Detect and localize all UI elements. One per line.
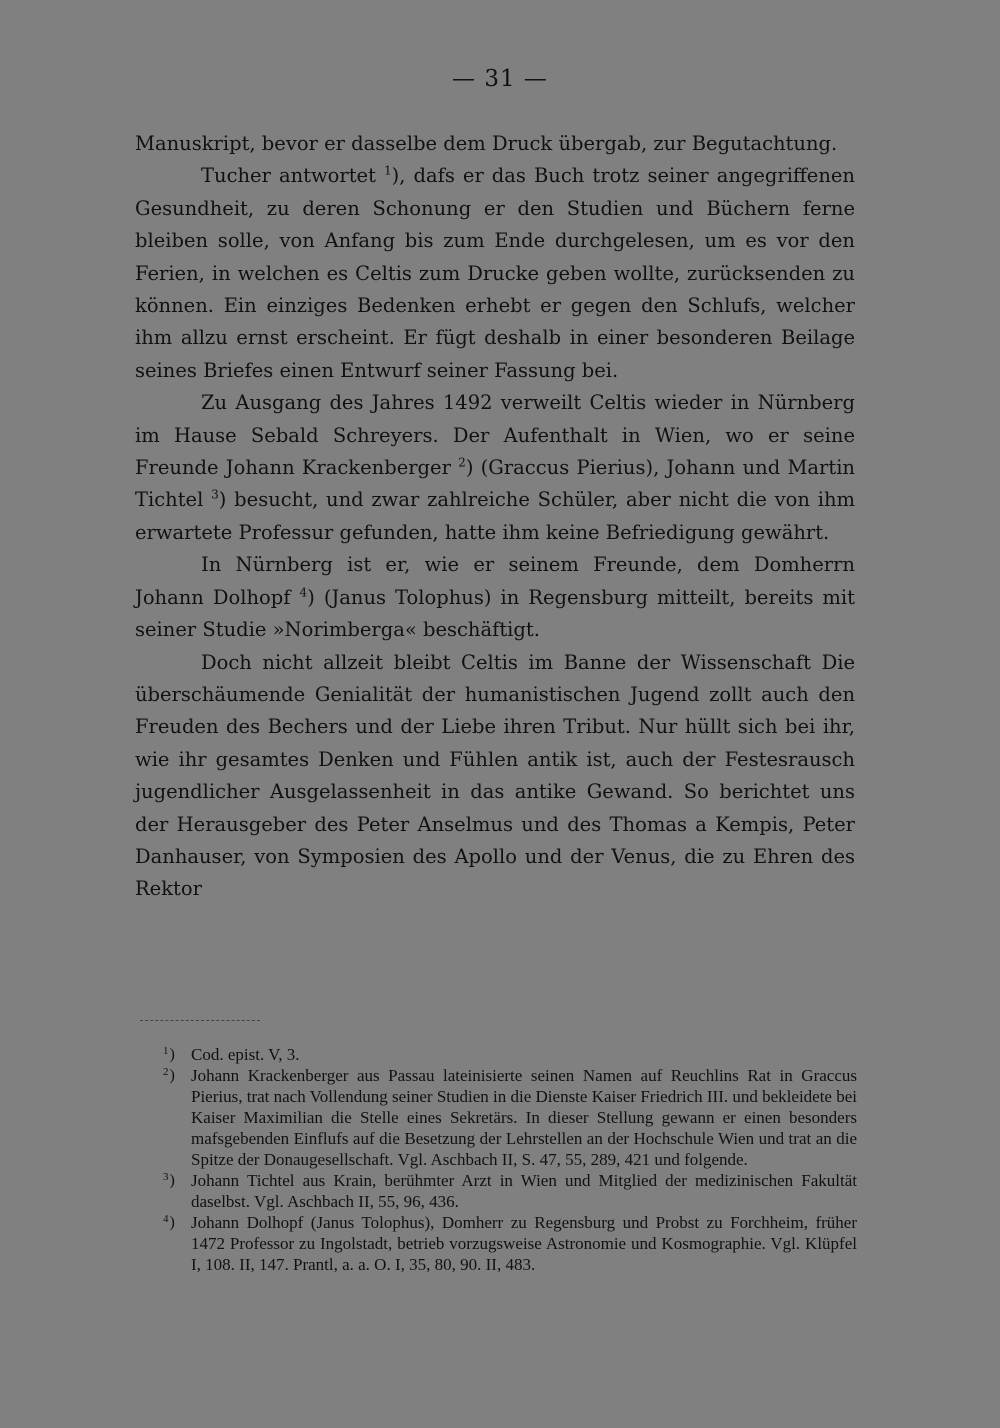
paragraph-text: ) (Graccus Pierius), Johann und Martin Tichtel — [135, 456, 855, 512]
paragraph-text: ), dafs er das Buch trotz seiner angegriffenen Gesundheit, zu deren Schonung er den Studien und Büchern ferne bleiben solle, von Anfang bis zum Ende durchgelesen, um es vor den Ferien, in welchen es Celtis zum Drucke geben wollte, zurücksenden zu können. Ein einziges Bedenken erhebt er gegen den Schlufs, welcher ihm allzu ernst erscheint. Er fügt deshalb in einer besonderen Beilage seines Briefes einen Entwurf seiner Fassung bei. — [135, 164, 855, 382]
page-number: — 31 — — [452, 66, 548, 92]
paragraph-text: Manuskript, bevor er dasselbe dem Druck übergab, zur Begutachtung. — [135, 132, 838, 155]
paragraph — [135, 549, 855, 646]
paragraph — [135, 647, 855, 906]
footnote-reference: 2 — [458, 455, 466, 470]
paragraph — [135, 128, 855, 160]
paragraph — [135, 387, 855, 549]
footnotes — [163, 1044, 857, 1275]
paragraph — [135, 160, 855, 387]
footnote — [163, 1044, 857, 1065]
footnote-reference: 3 — [211, 487, 219, 502]
paragraph-text: Tucher antwortet — [201, 164, 384, 188]
footnote-text: Johann Krackenberger aus Passau lateinisierte seinen Namen auf Reuchlins Rat in Graccus Pierius, trat nach Vollendung seiner Studien in die Dienste Kaiser Friedrich III. und bekleidete bei Kaiser Maximilian die Stelle eines Sekretärs. In dieser Stellung gewann er einen besonders mafsgebenden Einflufs auf die Besetzung der Lehrstellen an der Hochschule Wien und trat an die Spitze der Donaugesellschaft. Vgl. Aschbach II, S. 47, 55, 289, 421 und folgende. — [191, 1066, 857, 1169]
paragraph-text: ) besucht, und zwar zahlreiche Schüler, aber nicht die von ihm erwartete Professur gefunden, hatte ihm keine Befriedigung gewährt. — [135, 488, 855, 544]
paragraph-text: Zu Ausgang des Jahres 1492 verweilt Celtis wieder in Nürnberg im Hause Sebald Schreyers. Der Aufenthalt in Wien, wo er seine Freunde Johann Krackenberger — [135, 391, 855, 480]
footnote-mark: 4 ) — [163, 1207, 174, 1230]
footnote-text: Johann Tichtel aus Krain, berühmter Arzt in Wien und Mitglied der medizinischen Fakultät daselbst. Vgl. Aschbach II, 55, 96, 436. — [191, 1171, 857, 1211]
footnote — [163, 1212, 857, 1275]
footnote-text: Cod. epist. V, 3. — [191, 1045, 300, 1064]
paragraph-text: ) (Janus Tolophus) in Regensburg mitteilt, bereits mit seiner Studie »Norimberga« beschäftigt. — [135, 585, 855, 642]
footnote-mark: 2 ) — [163, 1060, 174, 1083]
footnote-mark: 3 ) — [163, 1165, 174, 1188]
main-text — [135, 128, 855, 906]
footnote-reference: 4 — [299, 585, 308, 600]
footnote-mark: 1 ) — [163, 1039, 174, 1062]
footnote-reference: 1 — [383, 163, 392, 178]
footnote-separator — [140, 1020, 260, 1021]
footnote — [163, 1170, 857, 1212]
paragraph-text: Doch nicht allzeit bleibt Celtis im Banne der Wissenschaft Die überschäumende Genialität der humanistischen Jugend zollt auch den Freuden des Bechers und der Liebe ihren Tribut. Nur hüllt sich bei ihr, wie ihr gesamtes Denken und Fühlen antik ist, auch der Festesrausch jugendlicher Ausgelassenheit in das antike Gewand. So berichtet uns der Herausgeber des Peter Anselmus und des Thomas a Kempis, Peter Danhauser, von Symposien des Apollo und der Venus, die zu Ehren des Rektor — [135, 650, 855, 901]
footnote-text: Johann Dolhopf (Janus Tolophus), Domherr zu Regensburg und Probst zu Forchheim, früher 1472 Professor zu Ingolstadt, betrieb vorzugsweise Astronomie und Kosmographie. Vgl. Klüpfel I, 108. II, 147. Prantl, a. a. O. I, 35, 80, 90. II, 483. — [191, 1213, 857, 1274]
footnote — [163, 1065, 857, 1170]
paragraph-text: In Nürnberg ist er, wie er seinem Freunde, dem Domherrn Johann Dolhopf — [135, 553, 855, 609]
